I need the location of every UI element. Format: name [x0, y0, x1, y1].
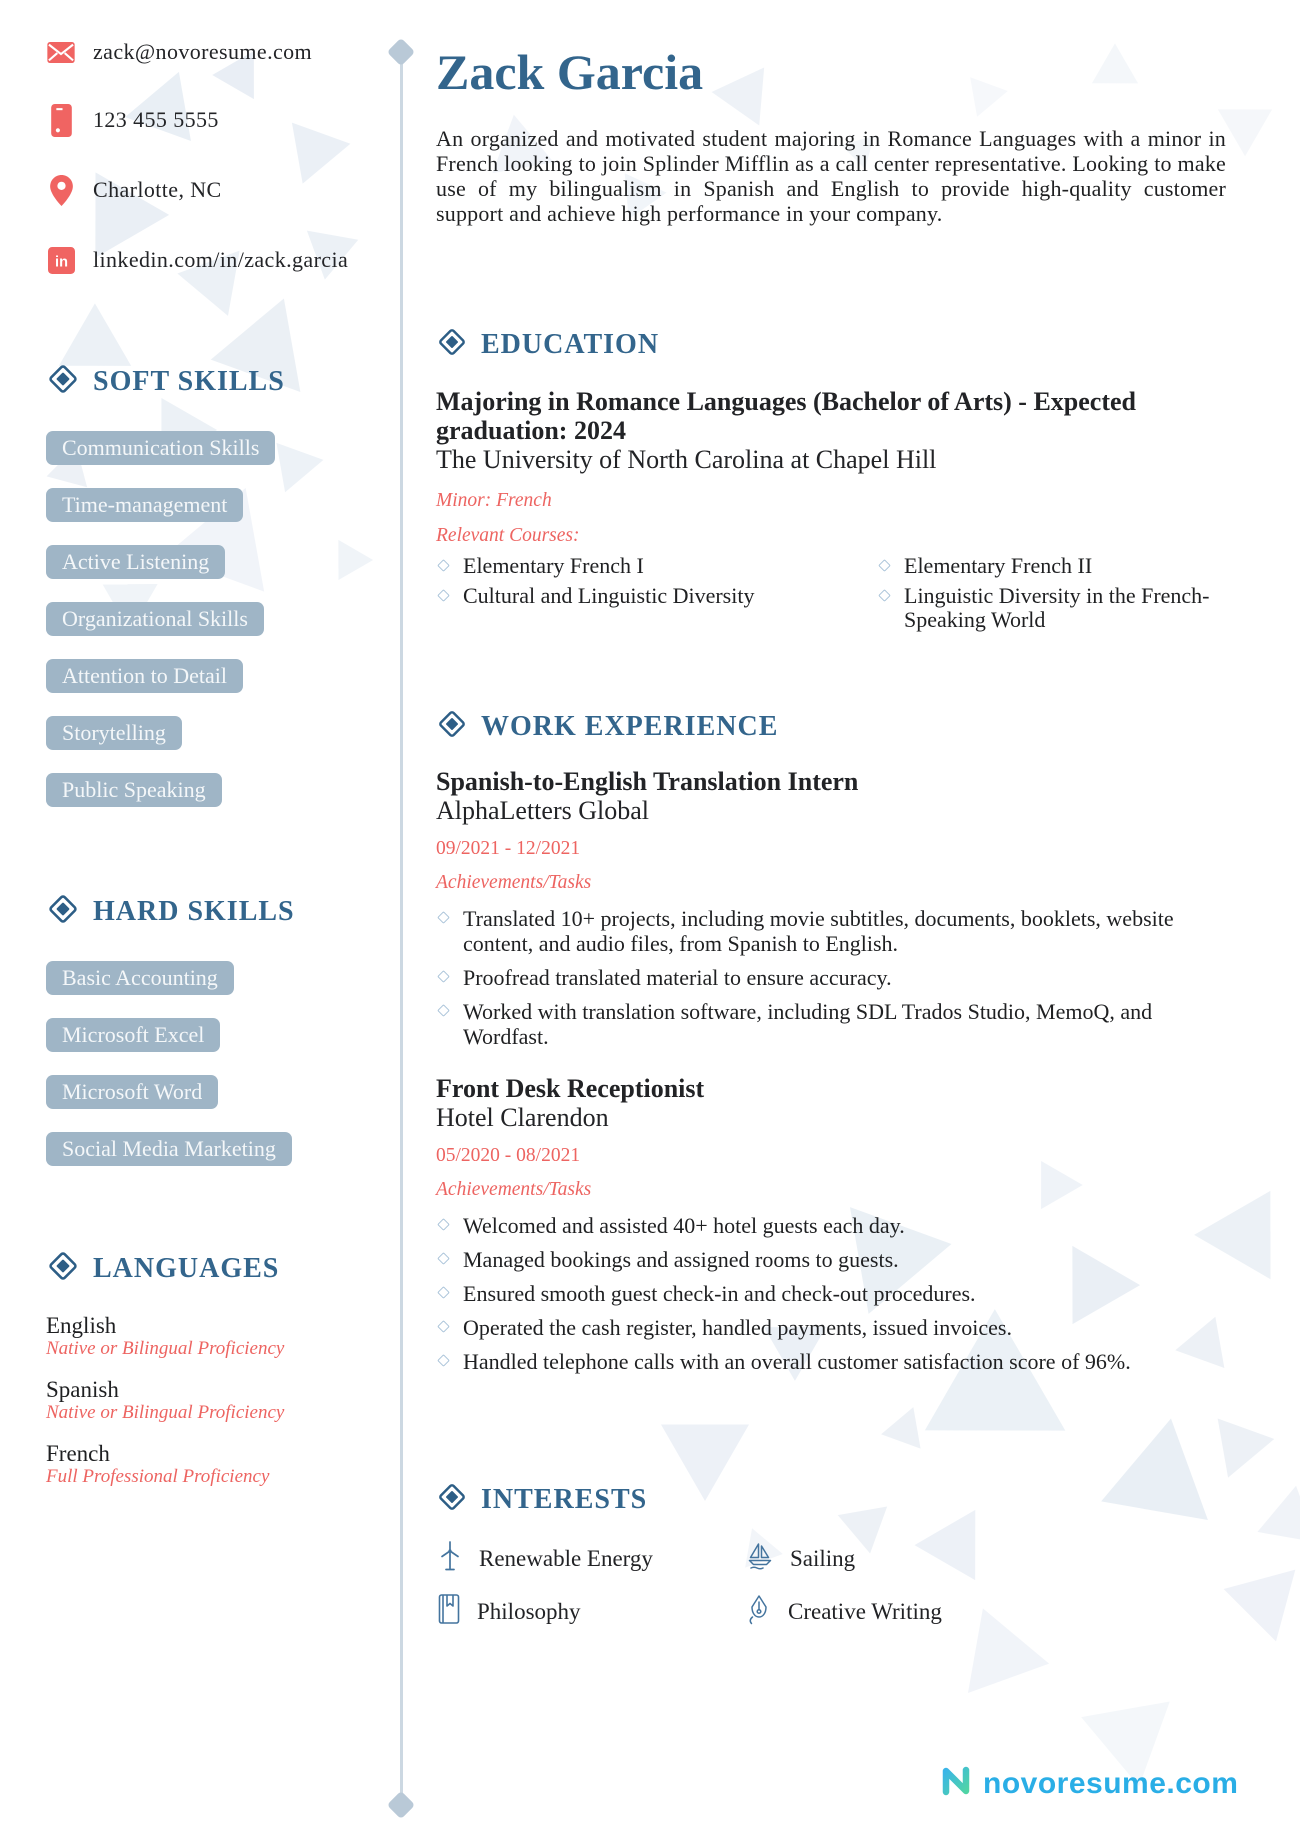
course-item — [877, 584, 1277, 632]
language-item — [46, 1441, 391, 1487]
skill-pill: Storytelling — [46, 716, 182, 750]
contact-linkedin-text[interactable]: linkedin.com/in/zack.garcia — [93, 247, 349, 272]
contact-linkedin[interactable] — [46, 242, 348, 278]
course-text: Linguistic Diversity in the French-Speaking World — [904, 583, 1210, 632]
diamond-section-icon — [436, 708, 468, 745]
task-text: Handled telephone calls with an overall customer satisfaction score of 96%. — [463, 1349, 1131, 1374]
diamond-section-icon — [436, 1481, 468, 1518]
task-text: Worked with translation software, including SDL Trados Studio, MemoQ, and Wordfast. — [463, 999, 1153, 1049]
interests-title: INTERESTS — [481, 1483, 648, 1515]
minor-label: Minor: French — [436, 490, 552, 511]
course-item — [436, 584, 877, 632]
job-company: Hotel Clarendon — [436, 1103, 609, 1132]
diamond-section-icon — [46, 892, 80, 931]
summary-text: An organized and motivated student majoring in Romance Languages with a minor in French looking to join Splinder Mifflin as a call center representative. Looking to make use of my bilingualism in Spanish and English to provide high-quality customer support and achieve high performance in your company. — [436, 126, 1226, 226]
interest-item — [436, 1593, 745, 1630]
diamond-section-icon — [46, 362, 80, 401]
diamond-bullet-icon — [437, 1286, 450, 1299]
language-name: Spanish — [46, 1377, 119, 1402]
course-list — [436, 554, 1226, 632]
contact-email[interactable] — [46, 34, 312, 70]
course-item — [877, 554, 1277, 578]
task-item — [436, 1247, 1226, 1272]
fountain-pen-icon — [745, 1593, 773, 1630]
language-name: French — [46, 1441, 110, 1466]
skill-pill: Communication Skills — [46, 431, 275, 465]
work-experience-title: WORK EXPERIENCE — [481, 710, 779, 742]
contact-email-text[interactable]: zack@novoresume.com — [93, 39, 313, 64]
language-name: English — [46, 1313, 117, 1338]
soft-skills-title: SOFT SKILLS — [93, 365, 285, 397]
degree-title: Majoring in Romance Languages (Bachelor of Arts) - Expected graduation: 2024 — [436, 387, 1137, 445]
novoresume-logo[interactable] — [938, 1763, 1238, 1804]
course-text: Elementary French I — [463, 553, 644, 578]
hard-skills-header — [46, 892, 391, 931]
languages-title: LANGUAGES — [93, 1252, 280, 1284]
location-pin-icon — [46, 175, 76, 206]
job-role: Front Desk Receptionist — [436, 1074, 705, 1103]
wind-turbine-icon — [436, 1540, 464, 1577]
contact-phone — [46, 102, 219, 138]
diamond-bullet-icon — [437, 1354, 450, 1367]
skill-pill: Microsoft Word — [46, 1075, 218, 1109]
job-task-list — [436, 1213, 1226, 1374]
hard-skills-title: HARD SKILLS — [93, 895, 295, 927]
interests-grid — [436, 1540, 1226, 1630]
skill-pill: Public Speaking — [46, 773, 222, 807]
soft-skills-list — [46, 431, 391, 807]
task-item — [436, 999, 1226, 1049]
diamond-bullet-icon — [437, 559, 450, 572]
diamond-bullet-icon — [437, 1218, 450, 1231]
skill-pill: Time-management — [46, 488, 243, 522]
hard-skills-list — [46, 961, 391, 1166]
linkedin-icon — [46, 247, 76, 274]
svg-text:in: in — [54, 254, 68, 271]
education-title: EDUCATION — [481, 328, 660, 360]
job-entry — [436, 767, 1226, 1049]
task-text: Welcomed and assisted 40+ hotel guests each day. — [463, 1213, 905, 1238]
interests-section — [436, 1481, 1226, 1630]
languages-list — [46, 1313, 391, 1487]
relevant-courses-label: Relevant Courses: — [436, 525, 580, 546]
page-title: Zack Garcia — [436, 44, 704, 100]
skill-pill: Attention to Detail — [46, 659, 243, 693]
task-item — [436, 1349, 1226, 1374]
education-section — [436, 326, 1226, 632]
interest-label: Philosophy — [477, 1598, 581, 1624]
task-text: Translated 10+ projects, including movie subtitles, documents, booklets, website content, and audio files, from Spanish to English. — [463, 906, 1174, 956]
interest-label: Creative Writing — [788, 1598, 942, 1624]
hard-skills-section — [46, 892, 391, 1189]
languages-header — [46, 1249, 391, 1288]
diamond-bullet-icon — [437, 1252, 450, 1265]
job-entry — [436, 1074, 1226, 1374]
soft-skills-section — [46, 362, 391, 830]
interest-item — [436, 1540, 745, 1577]
job-role: Spanish-to-English Translation Intern — [436, 767, 859, 796]
skill-pill: Microsoft Excel — [46, 1018, 220, 1052]
novoresume-n-icon — [938, 1763, 974, 1804]
task-item — [436, 965, 1226, 990]
course-text: Elementary French II — [904, 553, 1093, 578]
job-company: AlphaLetters Global — [436, 796, 649, 825]
diamond-bullet-icon — [437, 911, 450, 924]
job-task-list — [436, 906, 1226, 1049]
language-item — [46, 1377, 391, 1423]
diamond-bullet-icon — [878, 559, 891, 572]
contact-location-text: Charlotte, NC — [93, 177, 222, 202]
task-item — [436, 906, 1226, 956]
sailboat-icon — [745, 1541, 775, 1576]
novoresume-brand-text[interactable]: novoresume.com — [983, 1766, 1239, 1800]
course-text: Cultural and Linguistic Diversity — [463, 583, 755, 608]
task-text: Managed bookings and assigned rooms to guests. — [463, 1247, 899, 1272]
diamond-bullet-icon — [437, 1320, 450, 1333]
work-experience-section — [436, 708, 1226, 1383]
interest-label: Sailing — [790, 1545, 856, 1571]
language-item — [46, 1313, 391, 1359]
diamond-bullet-icon — [878, 589, 891, 602]
skill-pill: Active Listening — [46, 545, 225, 579]
diamond-section-icon — [46, 1249, 80, 1288]
interest-item — [745, 1540, 1226, 1577]
task-text: Ensured smooth guest check-in and check-out procedures. — [463, 1281, 976, 1306]
language-level: Native or Bilingual Proficiency — [46, 1402, 285, 1423]
task-item — [436, 1213, 1226, 1238]
job-tasks-label: Achievements/Tasks — [436, 1179, 592, 1200]
school-name: The University of North Carolina at Chapel Hill — [436, 445, 937, 474]
interest-item — [745, 1593, 1226, 1630]
job-dates: 09/2021 - 12/2021 — [436, 838, 581, 859]
diamond-section-icon — [436, 326, 468, 363]
task-item — [436, 1281, 1226, 1306]
book-icon — [436, 1593, 462, 1630]
diamond-bullet-icon — [437, 970, 450, 983]
job-dates: 05/2020 - 08/2021 — [436, 1145, 581, 1166]
email-icon — [46, 42, 76, 63]
language-level: Native or Bilingual Proficiency — [46, 1338, 285, 1359]
diamond-bullet-icon — [437, 1004, 450, 1017]
language-level: Full Professional Proficiency — [46, 1466, 270, 1487]
task-text: Operated the cash register, handled payments, issued invoices. — [463, 1315, 1012, 1340]
contact-phone-text: 123 455 5555 — [93, 107, 219, 132]
course-item — [436, 554, 877, 578]
timeline-line — [400, 58, 403, 1800]
interest-label: Renewable Energy — [479, 1545, 653, 1571]
skill-pill: Social Media Marketing — [46, 1132, 292, 1166]
languages-section — [46, 1249, 391, 1505]
job-tasks-label: Achievements/Tasks — [436, 872, 592, 893]
diamond-bullet-icon — [437, 589, 450, 602]
contact-location — [46, 172, 222, 208]
skill-pill: Organizational Skills — [46, 602, 264, 636]
task-item — [436, 1315, 1226, 1340]
soft-skills-header — [46, 362, 391, 401]
skill-pill: Basic Accounting — [46, 961, 234, 995]
phone-icon — [46, 104, 76, 137]
education-header — [436, 326, 1226, 363]
work-experience-header — [436, 708, 1226, 745]
task-text: Proofread translated material to ensure accuracy. — [463, 965, 892, 990]
interests-header — [436, 1481, 1226, 1518]
